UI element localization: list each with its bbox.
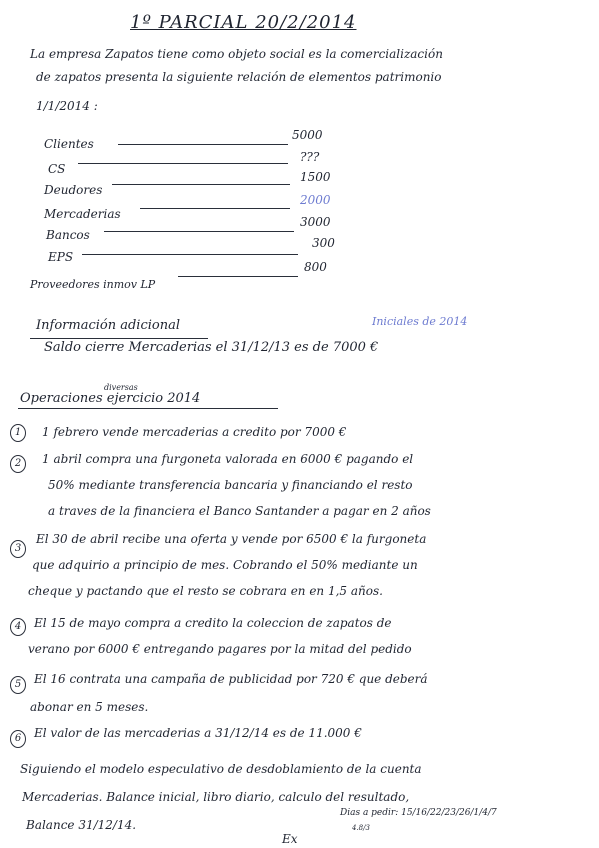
op-2-line-2: 50% mediante transferencia bancaria y financiando el resto bbox=[48, 478, 413, 492]
closing-line-2: Mercaderias. Balance inicial, libro diario, calculo del resultado, bbox=[22, 790, 410, 804]
dash-line bbox=[140, 208, 290, 209]
item-label-clientes: Clientes bbox=[44, 137, 94, 151]
dash-line bbox=[178, 276, 298, 277]
item-amount-bancos: 3000 bbox=[300, 215, 331, 229]
dash-line bbox=[104, 231, 294, 232]
exam-title: 1º PARCIAL 20/2/2014 bbox=[130, 12, 357, 33]
page-footer-mark: Ex bbox=[282, 832, 298, 846]
op-5-line-2: abonar en 5 meses. bbox=[30, 700, 149, 714]
ops-heading-small: diversas bbox=[104, 383, 138, 392]
item-label-eps: EPS bbox=[48, 250, 74, 264]
closing-side-note-2: 4.8/3 bbox=[352, 824, 370, 832]
item-amount-cs: ??? bbox=[300, 150, 320, 164]
op-3-line-1: El 30 de abril recibe una oferta y vende por 6500 € la furgoneta bbox=[36, 532, 427, 546]
item-amount-eps: 300 bbox=[312, 236, 335, 250]
info-note: Iniciales de 2014 bbox=[372, 315, 468, 328]
intro-date: 1/1/2014 : bbox=[36, 99, 98, 113]
op-5-line-1: El 16 contrata una campaña de publicidad por 720 € que deberá bbox=[34, 672, 428, 686]
dash-line bbox=[112, 184, 290, 185]
item-amount-clientes: 5000 bbox=[292, 128, 323, 142]
op-3-line-3: cheque y pactando que el resto se cobrara en en 1,5 años. bbox=[28, 584, 383, 598]
op-2-line-3: a traves de la financiera el Banco Santander a pagar en 2 años bbox=[48, 504, 431, 518]
op-2-line-1: 1 abril compra una furgoneta valorada en 6000 € pagando el bbox=[42, 452, 414, 466]
op-number-6: 6 bbox=[10, 730, 26, 748]
item-label-cs: CS bbox=[48, 162, 66, 176]
closing-line-1: Siguiendo el modelo especulativo de desdoblamiento de la cuenta bbox=[20, 762, 422, 776]
info-heading: Información adicional bbox=[36, 318, 180, 333]
ops-heading-underline bbox=[18, 408, 278, 409]
item-amount-deudores: 1500 bbox=[300, 170, 331, 184]
dash-line bbox=[82, 254, 298, 255]
op-number-2: 2 bbox=[10, 455, 26, 473]
intro-line-1: La empresa Zapatos tiene como objeto social es la comercialización bbox=[30, 47, 443, 61]
closing-line-3: Balance 31/12/14. bbox=[26, 818, 137, 832]
op-number-5: 5 bbox=[10, 676, 26, 694]
dash-line bbox=[78, 163, 288, 164]
item-label-mercaderias: Mercaderias bbox=[44, 207, 121, 221]
op-1-line-1: 1 febrero vende mercaderias a credito por 7000 € bbox=[42, 425, 347, 439]
item-label-deudores: Deudores bbox=[44, 183, 103, 197]
op-4-line-2: verano por 6000 € entregando pagares por la mitad del pedido bbox=[28, 642, 412, 656]
op-number-1: 1 bbox=[10, 424, 26, 442]
intro-line-2: de zapatos presenta la siguiente relación de elementos patrimonio bbox=[36, 70, 442, 84]
ops-heading: Operaciones ejercicio 2014 bbox=[20, 391, 201, 406]
item-amount-mercaderias: 2000 bbox=[300, 193, 331, 207]
op-6-line-1: El valor de las mercaderias a 31/12/14 es de 11.000 € bbox=[34, 726, 362, 740]
item-label-proveedores: Proveedores inmov LP bbox=[30, 278, 156, 291]
item-label-bancos: Bancos bbox=[46, 228, 90, 242]
op-3-line-2: que adquirio a principio de mes. Cobrando el 50% mediante un bbox=[32, 558, 418, 572]
dash-line bbox=[118, 144, 288, 145]
item-amount-proveedores: 800 bbox=[304, 260, 327, 274]
op-4-line-1: El 15 de mayo compra a credito la coleccion de zapatos de bbox=[34, 616, 392, 630]
info-heading-underline bbox=[30, 338, 208, 339]
op-number-4: 4 bbox=[10, 618, 26, 636]
closing-side-note: Dias a pedir: 15/16/22/23/26/1/4/7 bbox=[340, 808, 497, 818]
info-saldo: Saldo cierre Mercaderias el 31/12/13 es de 7000 € bbox=[44, 340, 379, 355]
op-number-3: 3 bbox=[10, 540, 26, 558]
